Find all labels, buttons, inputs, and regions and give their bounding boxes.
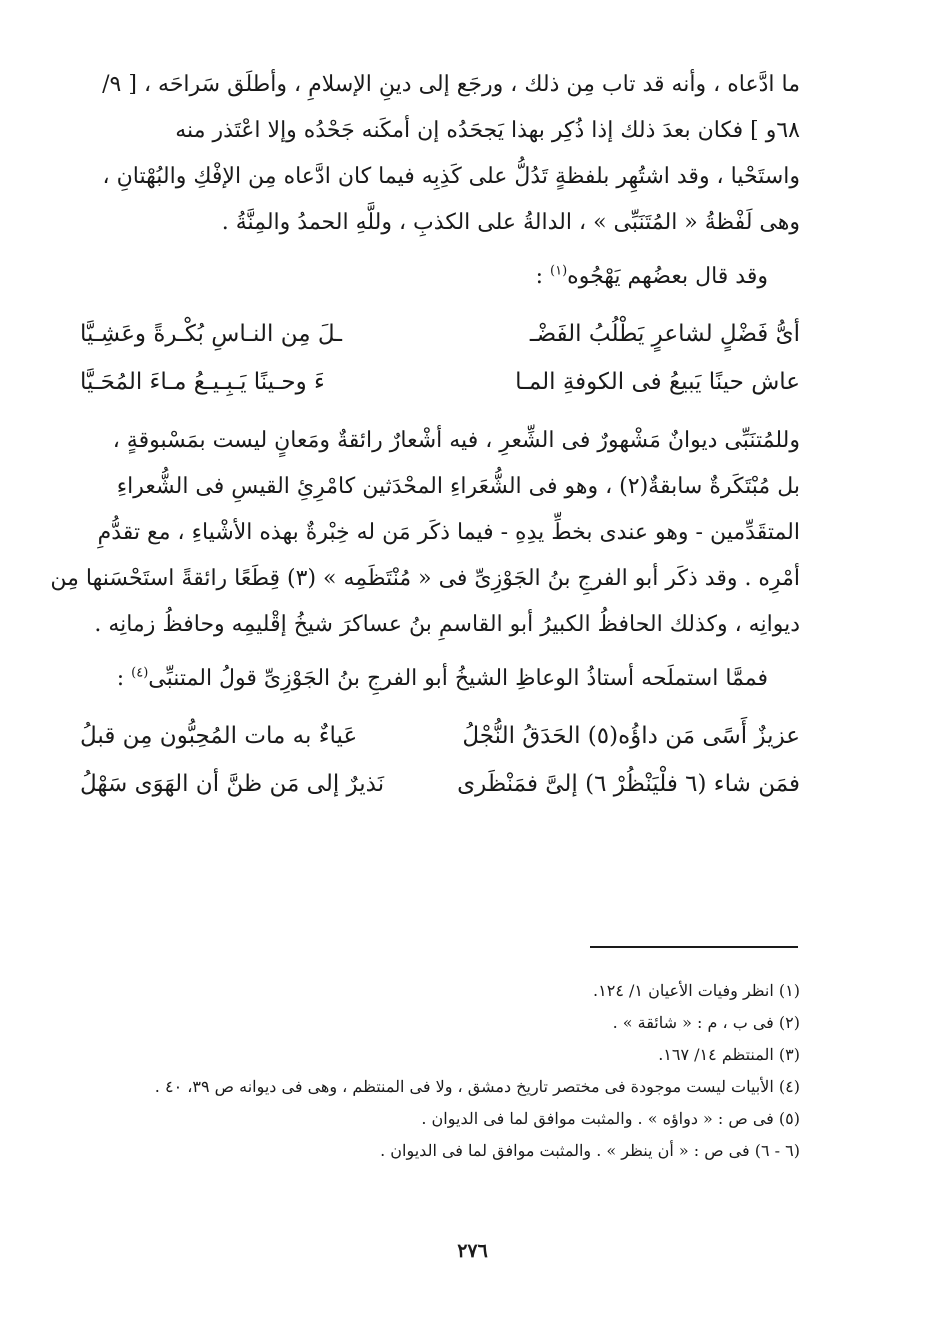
poem-intro-2: [80, 656, 800, 702]
footnote: (٣) المنتظم ١٤/ ١٦٧.: [658, 1045, 800, 1064]
verse-first-hemistich: عاش حينًا يَبيعُ فى الكوفةِ المـا: [515, 369, 800, 395]
poem-verse: [80, 712, 800, 760]
paragraph-2-line: المتقَدِّمين - وهو عندى بخطِّ يدِهِ - فيما ذكَر مَن له خِبْرةٌ بهذه الأشْياءِ ، مع تقدُّمِ: [97, 520, 800, 545]
paragraph-1-line: وهى لَفْظةُ « المُتَنَبِّى » ، الدالةُ على الكذبِ ، وللَّهِ الحمدُ والمِنَّةُ .: [221, 210, 800, 235]
paragraph-2-line: ديوانِه ، وكذلك الحافظُ الكبيرُ أبو القاسمِ بنُ عساكرَ شيخُ إقْليمِه وحافظُ زمانِه .: [94, 612, 800, 637]
paragraph-2-line: بل مُبْتَكَرةٌ سابقةٌ(٢) ، وهو فى الشُّعَراءِ المحْدَثين كامْرِئِ القيسِ فى الشُّعراءِ: [116, 474, 800, 499]
verse-first-hemistich: أىُّ فَضْلٍ لشاعرٍ يَطْلُبُ الفَضْـ: [529, 321, 800, 347]
footnote: (٢) فى ب ، م : « شائقة » .: [612, 1013, 800, 1032]
verse-second-hemistich: نَذيرٌ إلى مَن ظنَّ أن الهَوَى سَهْلُ: [80, 771, 385, 797]
poem-1: [80, 310, 800, 406]
verse-first-hemistich: عزيزٌ أَسًى مَن داؤُه(٥) الحَدَقُ النُّجْلُ: [462, 723, 800, 749]
poem-intro-colon: :: [535, 264, 551, 289]
paragraph-1: [80, 62, 800, 246]
paragraph-2: [50, 418, 800, 648]
poem-intro-text: فممَّا استملَحه أستاذُ الوعاظِ الشيخُ أبو الفرجِ بنُ الجَوْزِىِّ قولُ المتنبِّى: [148, 666, 768, 691]
footnote-reference: (٤): [131, 665, 149, 681]
verse-second-hemistich: عَياءٌ به مات المُحِبُّون مِن قبلُ: [80, 723, 358, 749]
footnote: (٦ - ٦) فى ص : « أن ينظر » . والمثبت موافق لما فى الديوان .: [380, 1141, 800, 1160]
footnote: (١) انظر وفيات الأعيان ١/ ١٢٤.: [593, 981, 800, 1000]
footnote-separator: [590, 946, 798, 948]
poem-verse: [80, 310, 800, 358]
footnotes: [80, 975, 800, 1167]
page-number: ٢٧٦: [457, 1240, 488, 1262]
paragraph-2-line: وللمُتنَبِّى ديوانٌ مَشْهورٌ فى الشِّعرِ ، فيه أشْعارٌ رائقةٌ ومَعانٍ ليست بمَسْبوقةٍ ،: [112, 428, 800, 453]
verse-second-hemistich: ءَ وحـينًا يَـبِـيـعُ مـاءَ المُحَـيَّا: [80, 369, 325, 395]
footnote: (٤) الأبيات ليست موجودة فى مختصر تاريخ دمشق ، ولا فى المنتظم ، وهى فى ديوانه ص ٣٩، ٤٠ .: [154, 1077, 800, 1096]
poem-intro-1: [80, 254, 800, 300]
footnote-reference: (١): [550, 263, 568, 279]
verse-first-hemistich: فمَن شاء (٦ فلْيَنْظُرْ ٦) إلىَّ فمَنْظَرى: [457, 771, 800, 797]
paragraph-1-line: واستَحْيا ، وقد اشتُهِر بلفظةٍ تَدُلُّ على كَذِبِه فيما كان ادَّعاه مِن الإفْكِ والبُهْتانِ ،: [102, 164, 800, 189]
verse-second-hemistich: ـلَ مِن النـاسِ بُكْـرةً وعَشِـيَّا: [80, 321, 343, 347]
poem-2: [80, 712, 800, 808]
poem-verse: [80, 358, 800, 406]
paragraph-1-line: ما ادَّعاه ، وأنه قد تاب مِن ذلك ، ورجَع إلى دينِ الإسلامِ ، وأطلَق سَراحَه ، [ ٩/: [102, 72, 800, 97]
paragraph-1-line: ٦٨و ] فكان بعدَ ذلك إذا ذُكِر بهذا يَجحَدُه إن أمكَنه جَحْدُه وإلا اعْتَذر منه: [175, 118, 800, 143]
poem-verse: [80, 760, 800, 808]
paragraph-2-line: أمْرِه . وقد ذكَر أبو الفرجِ بنُ الجَوْزِىِّ فى « مُنْتَظَمِه » (٣) قِطَعًا رائقةً استَحْسَنها مِن: [50, 566, 800, 591]
poem-intro-text: وقد قال بعضُهم يَهْجُوه: [567, 264, 768, 289]
footnote: (٥) فى ص : « دواؤه » . والمثبت موافق لما فى الديوان .: [421, 1109, 800, 1128]
poem-intro-colon: :: [116, 666, 132, 691]
